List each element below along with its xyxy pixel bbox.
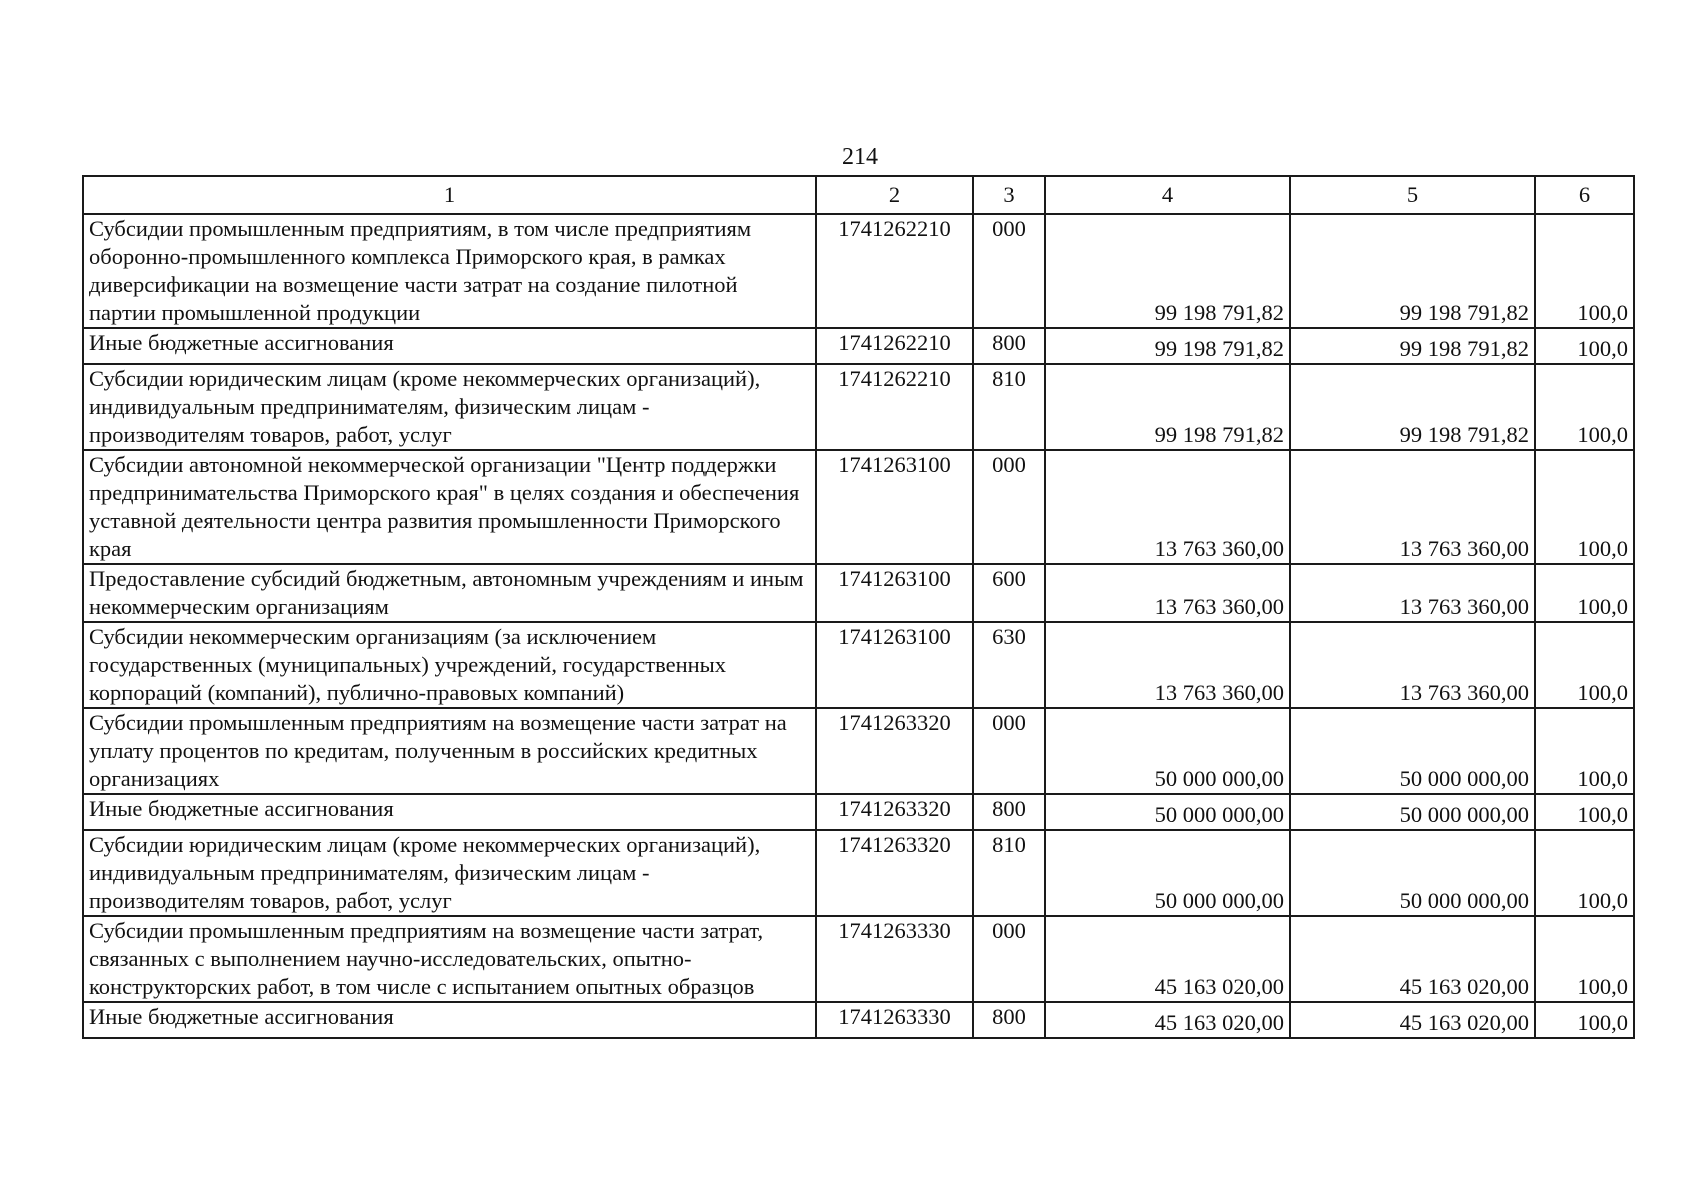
row-target-code: 1741263320 xyxy=(816,794,973,830)
row-actual-amount: 45 163 020,00 xyxy=(1290,916,1535,1002)
table-row xyxy=(83,450,1634,564)
row-expense-type: 000 xyxy=(973,214,1045,328)
row-actual-amount: 13 763 360,00 xyxy=(1290,622,1535,708)
table-row xyxy=(83,708,1634,794)
row-planned-amount: 13 763 360,00 xyxy=(1045,622,1290,708)
row-expense-type: 630 xyxy=(973,622,1045,708)
row-percent: 100,0 xyxy=(1535,564,1634,622)
table-row xyxy=(83,794,1634,830)
row-actual-amount: 50 000 000,00 xyxy=(1290,708,1535,794)
row-percent: 100,0 xyxy=(1535,916,1634,1002)
table-row xyxy=(83,328,1634,364)
row-planned-amount: 99 198 791,82 xyxy=(1045,214,1290,328)
row-name: Иные бюджетные ассигнования xyxy=(83,328,816,364)
row-target-code: 1741263330 xyxy=(816,916,973,1002)
row-target-code: 1741263320 xyxy=(816,708,973,794)
table-row xyxy=(83,564,1634,622)
row-percent: 100,0 xyxy=(1535,214,1634,328)
row-actual-amount: 13 763 360,00 xyxy=(1290,450,1535,564)
row-expense-type: 000 xyxy=(973,708,1045,794)
row-planned-amount: 13 763 360,00 xyxy=(1045,450,1290,564)
row-actual-amount: 13 763 360,00 xyxy=(1290,564,1535,622)
row-actual-amount: 99 198 791,82 xyxy=(1290,214,1535,328)
row-target-code: 1741262210 xyxy=(816,214,973,328)
row-name: Субсидии промышленным предприятиям на возмещение части затрат, связанных с выполнением научно-исследовательских, опытно-конструкторских работ, в том числе с испытанием опытных образцов xyxy=(83,916,816,1002)
column-header-5: 5 xyxy=(1290,176,1535,214)
row-percent: 100,0 xyxy=(1535,622,1634,708)
row-name: Субсидии некоммерческим организациям (за исключением государственных (муниципальных) учреждений, государственных корпораций (компаний), публично-правовых компаний) xyxy=(83,622,816,708)
table-row xyxy=(83,214,1634,328)
table-header-row xyxy=(83,176,1634,214)
row-planned-amount: 50 000 000,00 xyxy=(1045,794,1290,830)
table-row xyxy=(83,622,1634,708)
row-target-code: 1741263100 xyxy=(816,622,973,708)
row-name: Субсидии автономной некоммерческой организации "Центр поддержки предпринимательства Приморского края" в целях создания и обеспечения уставной деятельности центра развития промышленности Приморского края xyxy=(83,450,816,564)
column-header-4: 4 xyxy=(1045,176,1290,214)
row-percent: 100,0 xyxy=(1535,794,1634,830)
column-header-1: 1 xyxy=(83,176,816,214)
row-name: Иные бюджетные ассигнования xyxy=(83,1002,816,1038)
row-planned-amount: 50 000 000,00 xyxy=(1045,830,1290,916)
budget-table xyxy=(82,175,1635,1039)
row-name: Иные бюджетные ассигнования xyxy=(83,794,816,830)
row-expense-type: 810 xyxy=(973,364,1045,450)
row-expense-type: 000 xyxy=(973,916,1045,1002)
row-target-code: 1741262210 xyxy=(816,364,973,450)
column-header-2: 2 xyxy=(816,176,973,214)
page-number: 214 xyxy=(842,144,878,170)
row-planned-amount: 45 163 020,00 xyxy=(1045,916,1290,1002)
row-actual-amount: 99 198 791,82 xyxy=(1290,328,1535,364)
row-actual-amount: 99 198 791,82 xyxy=(1290,364,1535,450)
row-name: Субсидии юридическим лицам (кроме некоммерческих организаций), индивидуальным предпринимателям, физическим лицам - производителям товаров, работ, услуг xyxy=(83,830,816,916)
row-percent: 100,0 xyxy=(1535,328,1634,364)
row-name: Предоставление субсидий бюджетным, автономным учреждениям и иным некоммерческим организациям xyxy=(83,564,816,622)
row-name: Субсидии юридическим лицам (кроме некоммерческих организаций), индивидуальным предпринимателям, физическим лицам - производителям товаров, работ, услуг xyxy=(83,364,816,450)
row-target-code: 1741263330 xyxy=(816,1002,973,1038)
row-planned-amount: 13 763 360,00 xyxy=(1045,564,1290,622)
row-percent: 100,0 xyxy=(1535,1002,1634,1038)
row-expense-type: 800 xyxy=(973,328,1045,364)
row-target-code: 1741263100 xyxy=(816,564,973,622)
row-planned-amount: 45 163 020,00 xyxy=(1045,1002,1290,1038)
row-expense-type: 810 xyxy=(973,830,1045,916)
row-planned-amount: 99 198 791,82 xyxy=(1045,328,1290,364)
row-percent: 100,0 xyxy=(1535,450,1634,564)
table-row xyxy=(83,916,1634,1002)
row-actual-amount: 45 163 020,00 xyxy=(1290,1002,1535,1038)
row-planned-amount: 50 000 000,00 xyxy=(1045,708,1290,794)
row-expense-type: 600 xyxy=(973,564,1045,622)
row-target-code: 1741263320 xyxy=(816,830,973,916)
row-percent: 100,0 xyxy=(1535,364,1634,450)
row-percent: 100,0 xyxy=(1535,830,1634,916)
row-actual-amount: 50 000 000,00 xyxy=(1290,794,1535,830)
row-expense-type: 800 xyxy=(973,1002,1045,1038)
row-expense-type: 000 xyxy=(973,450,1045,564)
table-row xyxy=(83,830,1634,916)
row-name: Субсидии промышленным предприятиям на возмещение части затрат на уплату процентов по кредитам, полученным в российских кредитных организациях xyxy=(83,708,816,794)
row-target-code: 1741262210 xyxy=(816,328,973,364)
table-row xyxy=(83,1002,1634,1038)
row-target-code: 1741263100 xyxy=(816,450,973,564)
row-name: Субсидии промышленным предприятиям, в том числе предприятиям оборонно-промышленного комплекса Приморского края, в рамках диверсификации на возмещение части затрат на создание пилотной партии промышленной продукции xyxy=(83,214,816,328)
column-header-3: 3 xyxy=(973,176,1045,214)
column-header-6: 6 xyxy=(1535,176,1634,214)
table-row xyxy=(83,364,1634,450)
row-actual-amount: 50 000 000,00 xyxy=(1290,830,1535,916)
row-expense-type: 800 xyxy=(973,794,1045,830)
row-planned-amount: 99 198 791,82 xyxy=(1045,364,1290,450)
row-percent: 100,0 xyxy=(1535,708,1634,794)
